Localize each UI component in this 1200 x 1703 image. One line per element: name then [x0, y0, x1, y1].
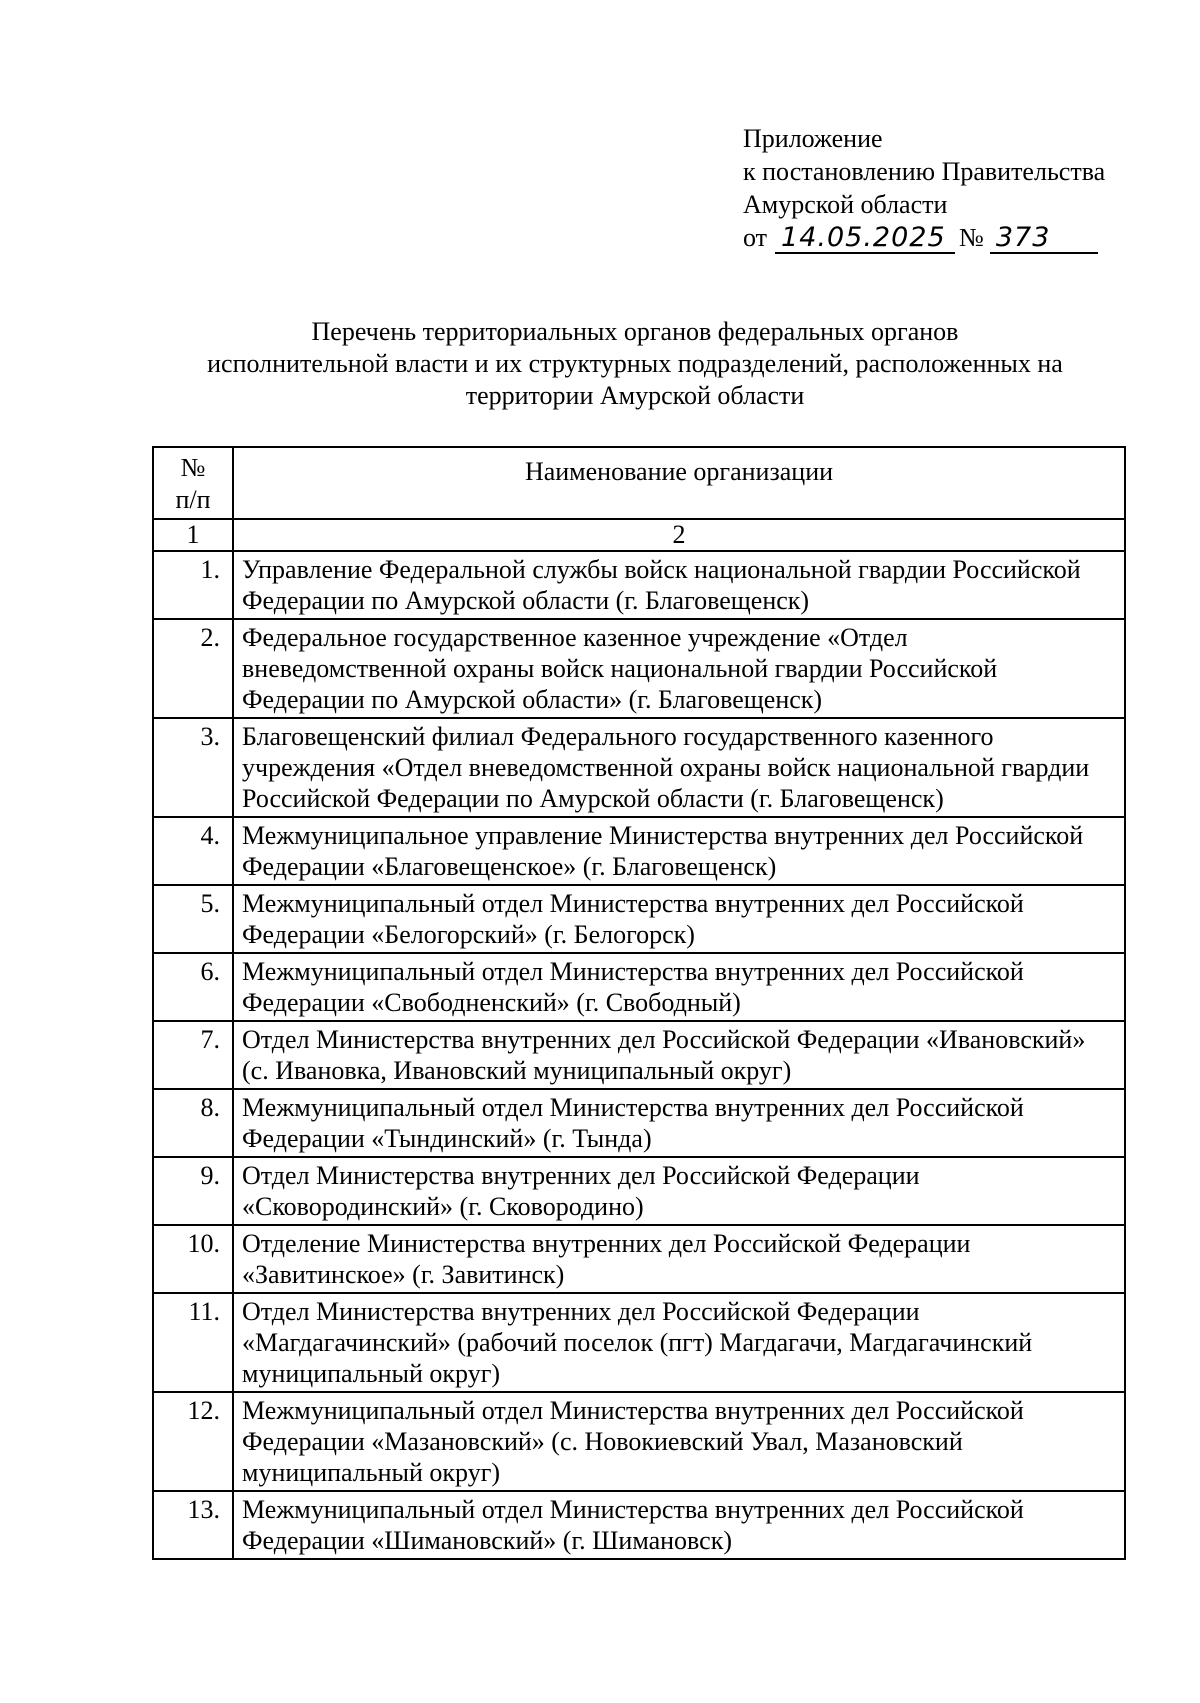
row-number: 12. [153, 1392, 233, 1491]
row-number: 1. [153, 551, 233, 619]
title-line-3: территории Амурской области [465, 381, 805, 410]
appendix-title: Приложение [743, 124, 883, 153]
organization-name: Отделение Министерства внутренних дел Российской Федерации «Завитинское» (г. Завитинск) [233, 1225, 1125, 1293]
column-index-1: 1 [153, 519, 233, 551]
table-row [153, 817, 1125, 885]
organization-name: Межмуниципальный отдел Министерства внутренних дел Российской Федерации «Свободненский» (г. Свободный) [233, 953, 1125, 1021]
table-row [153, 619, 1125, 718]
appendix-line-region: Амурской области [743, 190, 948, 219]
table-header-row [153, 447, 1125, 519]
organization-name: Управление Федеральной службы войск национальной гвардии Российской Федерации по Амурской области (г. Благовещенск) [233, 551, 1125, 619]
row-number: 2. [153, 619, 233, 718]
document-title [150, 316, 1120, 412]
title-line-2: исполнительной власти и их структурных подразделений, расположенных на [207, 349, 1063, 378]
table-row [153, 1491, 1125, 1559]
table-row [153, 1225, 1125, 1293]
table-row [153, 1089, 1125, 1157]
appendix-line-resolution: к постановлению Правительства [743, 157, 1106, 186]
table-row [153, 1392, 1125, 1491]
column-index-row [153, 519, 1125, 551]
date-prefix: от [743, 223, 768, 252]
table-row [153, 953, 1125, 1021]
row-number: 13. [153, 1491, 233, 1559]
organization-name: Отдел Министерства внутренних дел Российской Федерации «Ивановский» (с. Ивановка, Ивановский муниципальный округ) [233, 1021, 1125, 1089]
number-prefix: № [959, 223, 984, 252]
row-number: 10. [153, 1225, 233, 1293]
column-index-2: 2 [233, 519, 1125, 551]
organization-name: Отдел Министерства внутренних дел Российской Федерации «Сковородинский» (г. Сковородино) [233, 1157, 1125, 1225]
organization-name: Отдел Министерства внутренних дел Российской Федерации «Магдагачинский» (рабочий поселок (пгт) Магдагачи, Магдагачинский муниципальный округ) [233, 1293, 1125, 1392]
organization-name: Межмуниципальный отдел Министерства внутренних дел Российской Федерации «Мазановский» (с. Новокиевский Увал, Мазановский муниципальный округ) [233, 1392, 1125, 1491]
organization-name: Межмуниципальный отдел Министерства внутренних дел Российской Федерации «Белогорский» (г. Белогорск) [233, 885, 1125, 953]
header-number-abbr: п/п [175, 485, 211, 514]
organization-name: Благовещенский филиал Федерального государственного казенного учреждения «Отдел вневедомственной охраны войск национальной гвардии Российской Федерации по Амурской области (г. Благовещенск) [233, 718, 1125, 817]
appendix-date-number-row [743, 221, 1105, 254]
handwritten-date: 14.05.2025 [775, 224, 955, 254]
row-number: 6. [153, 953, 233, 1021]
organizations-table [152, 446, 1126, 1560]
table-row [153, 551, 1125, 619]
organization-name: Межмуниципальное управление Министерства внутренних дел Российской Федерации «Благовещенское» (г. Благовещенск) [233, 817, 1125, 885]
table-row [153, 1293, 1125, 1392]
organization-name: Межмуниципальный отдел Министерства внутренних дел Российской Федерации «Шимановский» (г. Шимановск) [233, 1491, 1125, 1559]
header-name-cell: Наименование организации [233, 447, 1125, 519]
title-line-1: Перечень территориальных органов федеральных органов [311, 317, 959, 346]
table-body [153, 519, 1125, 1559]
row-number: 4. [153, 817, 233, 885]
table-row [153, 885, 1125, 953]
row-number: 5. [153, 885, 233, 953]
handwritten-number: 373 [990, 224, 1098, 254]
header-number-symbol: № [180, 453, 206, 482]
organization-name: Межмуниципальный отдел Министерства внутренних дел Российской Федерации «Тындинский» (г. Тында) [233, 1089, 1125, 1157]
row-number: 3. [153, 718, 233, 817]
table-row [153, 1021, 1125, 1089]
organization-name: Федеральное государственное казенное учреждение «Отдел вневедомственной охраны войск национальной гвардии Российской Федерации по Амурской области» (г. Благовещенск) [233, 619, 1125, 718]
row-number: 11. [153, 1293, 233, 1392]
table-row [153, 1157, 1125, 1225]
row-number: 7. [153, 1021, 233, 1089]
row-number: 9. [153, 1157, 233, 1225]
table-row [153, 718, 1125, 817]
appendix-block [743, 122, 1105, 254]
row-number: 8. [153, 1089, 233, 1157]
header-number-cell [153, 447, 233, 519]
